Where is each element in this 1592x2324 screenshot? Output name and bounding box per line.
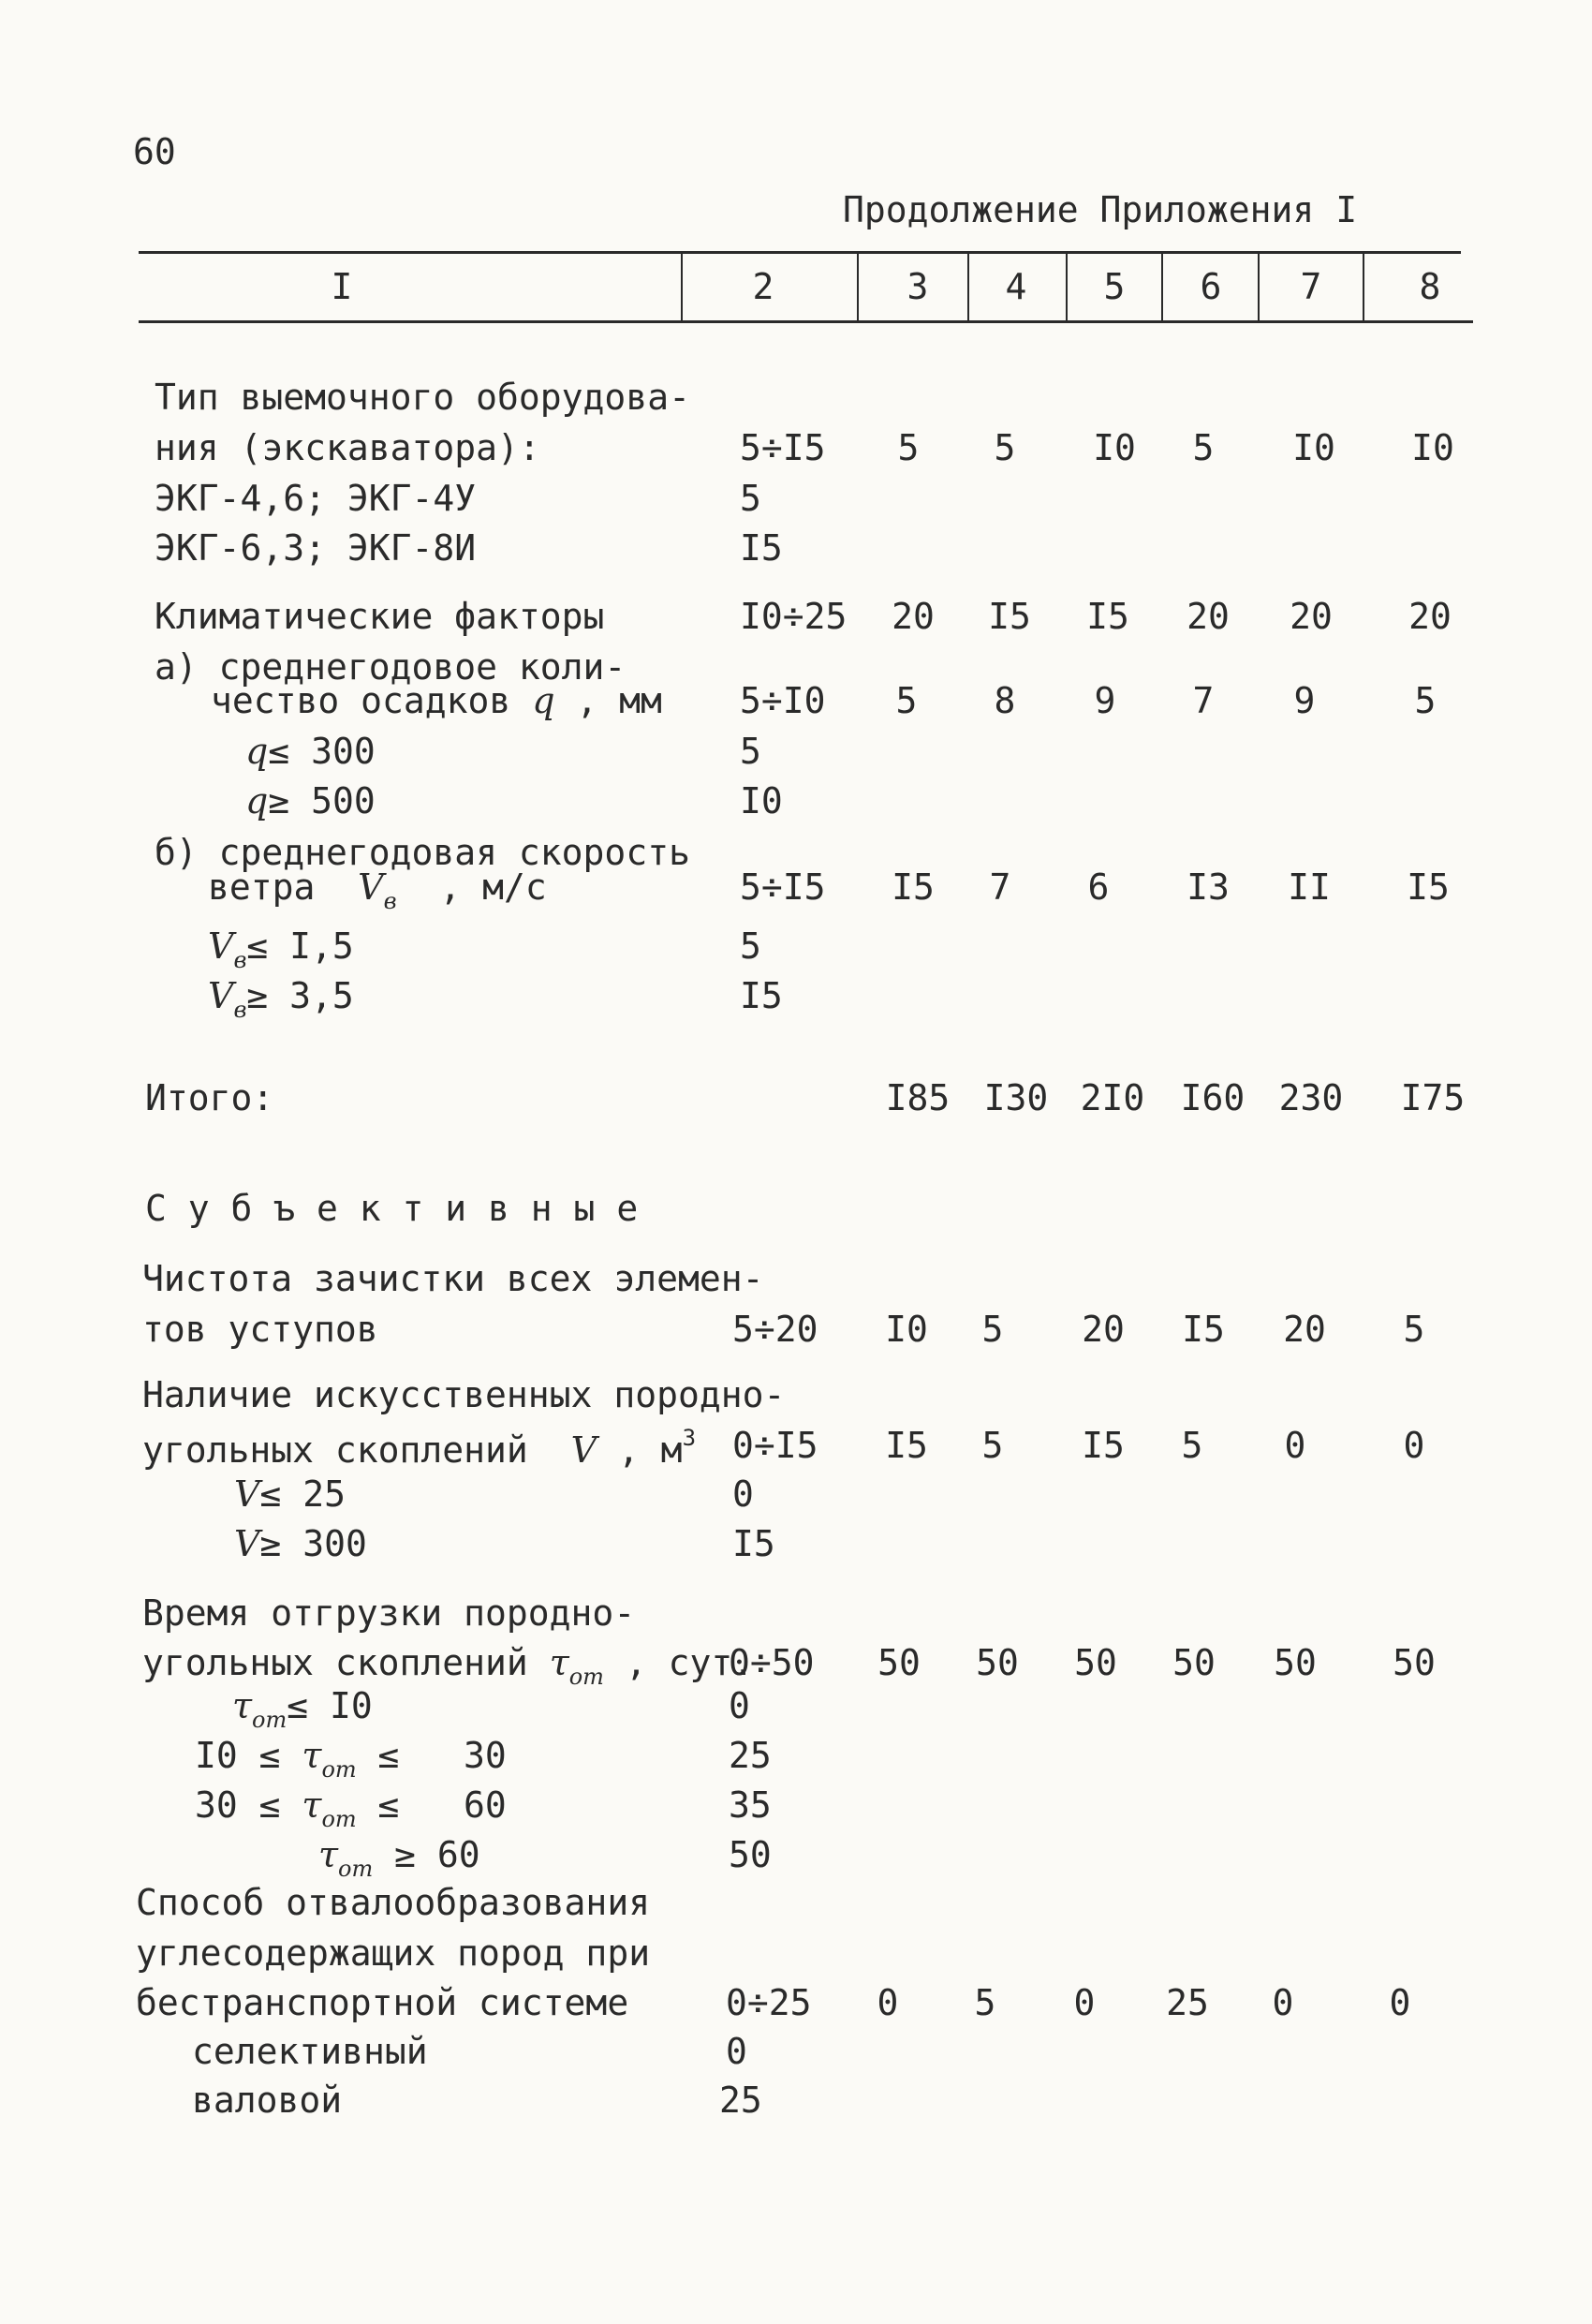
column-divider — [857, 253, 859, 320]
cell-value: I5 — [1082, 1425, 1125, 1466]
section-heading: С у б ъ е к т и в н ы е — [145, 1188, 639, 1229]
cell-value: 5 — [897, 427, 920, 468]
row-label: Чистота зачистки всех элемен- — [142, 1258, 764, 1299]
cell-value: I0 — [1093, 427, 1136, 468]
header-col-5: 5 — [1103, 266, 1126, 307]
cell-value: II — [1288, 866, 1331, 908]
row-label: Наличие искусственных породно- — [142, 1374, 786, 1415]
cell-value: 5 — [895, 680, 918, 721]
cell-value: I5 — [988, 596, 1031, 637]
option-value: 0 — [726, 2031, 747, 2072]
cell-value: I5 — [892, 866, 935, 908]
condition-value: 0 — [729, 1685, 750, 1726]
table-row — [0, 925, 1592, 976]
header-col-3: 3 — [907, 266, 929, 307]
cell-value: 230 — [1278, 1077, 1344, 1118]
cell-value: I3 — [1187, 866, 1230, 908]
row-label: угольных скоплений V , $м^3$ — [142, 1425, 697, 1471]
table-row — [0, 2031, 1592, 2081]
condition-label: $30 \le \tau_{от} \le 60$ — [195, 1784, 507, 1832]
row-label: угольных скоплений $\tau_{от}$ , сут. — [142, 1642, 755, 1690]
cell-value: 5 — [1414, 680, 1437, 721]
table-row — [0, 1592, 1592, 1643]
cell-value: I30 — [983, 1077, 1049, 1118]
range-value: 0÷25 — [726, 1982, 812, 2023]
table-row — [0, 866, 1592, 917]
header-col-2: 2 — [752, 266, 774, 307]
table-row — [0, 2080, 1592, 2130]
range-value: 0÷I5 — [732, 1425, 818, 1466]
header-col-6: 6 — [1200, 266, 1222, 307]
option-value: I5 — [740, 527, 783, 569]
table-row — [0, 1882, 1592, 1932]
cell-value: 20 — [892, 596, 935, 637]
column-divider — [681, 253, 683, 320]
cell-value: 20 — [1283, 1309, 1326, 1350]
cell-value: 50 — [976, 1642, 1019, 1683]
cell-value: I5 — [885, 1425, 928, 1466]
table-row — [0, 1685, 1592, 1736]
range-value: 5÷I5 — [740, 866, 826, 908]
header-col-4: 4 — [1005, 266, 1027, 307]
cell-value: 25 — [1166, 1982, 1209, 2023]
table-row — [0, 1473, 1592, 1524]
cell-value: 2I0 — [1080, 1077, 1145, 1118]
cell-value: 7 — [1192, 680, 1215, 721]
cell-value: 50 — [1172, 1642, 1216, 1683]
cell-value: 9 — [1293, 680, 1316, 721]
condition-label: $\tau_{от} \ge 60$ — [318, 1834, 480, 1882]
row-label: чество осадков q , мм — [211, 680, 662, 721]
condition-value: I5 — [740, 975, 783, 1016]
option-value: 5 — [740, 478, 761, 519]
cell-value: I60 — [1180, 1077, 1246, 1118]
table-row — [0, 780, 1592, 831]
cell-value: 20 — [1290, 596, 1333, 637]
condition-value: 5 — [740, 925, 761, 967]
table-row — [0, 1834, 1592, 1885]
column-divider — [967, 253, 969, 320]
cell-value: I0 — [885, 1309, 928, 1350]
table-row — [0, 1784, 1592, 1835]
condition-value: 35 — [729, 1784, 772, 1826]
condition-value: 50 — [729, 1834, 772, 1875]
continuation-title: Продолжение Приложения I — [843, 189, 1358, 230]
column-divider — [1066, 253, 1068, 320]
header-col-7: 7 — [1300, 266, 1322, 307]
range-value: 5÷I0 — [740, 680, 826, 721]
cell-value: 50 — [1274, 1642, 1317, 1683]
condition-value: I0 — [740, 780, 783, 822]
table-row — [0, 731, 1592, 781]
row-label: Способ отвалообразования — [136, 1882, 651, 1923]
table-row — [0, 680, 1592, 731]
cell-value: 8 — [994, 680, 1016, 721]
row-label: ветра $V_в$ , м/с — [208, 866, 547, 914]
cell-value: 20 — [1082, 1309, 1125, 1350]
table-row — [0, 1309, 1592, 1359]
table-row — [0, 975, 1592, 1026]
cell-value: 5 — [981, 1425, 1004, 1466]
cell-value: I85 — [885, 1077, 951, 1118]
cell-value: 20 — [1408, 596, 1452, 637]
cell-value: 5 — [1181, 1425, 1203, 1466]
row-label: Время отгрузки породно- — [142, 1592, 636, 1634]
cell-value: I0 — [1292, 427, 1335, 468]
cell-value: 0 — [1389, 1982, 1411, 2023]
table-row — [0, 1982, 1592, 2033]
option-label: селективный — [192, 2031, 428, 2072]
range-value: 5÷I5 — [740, 427, 826, 468]
total-row — [0, 1077, 1592, 1128]
cell-value: 20 — [1187, 596, 1230, 637]
table-row — [0, 1523, 1592, 1574]
cell-value: 50 — [877, 1642, 921, 1683]
row-label: б) среднегодовая скорость — [155, 832, 690, 873]
cell-value: 5 — [974, 1982, 996, 2023]
cell-value: 0 — [877, 1982, 899, 2023]
cell-value: 5 — [1192, 427, 1215, 468]
table-row — [0, 1932, 1592, 1983]
table-header-rule — [139, 320, 1473, 323]
table-row — [0, 1374, 1592, 1425]
table-row — [0, 377, 1592, 427]
row-label: а) среднегодовое коли- — [155, 646, 626, 688]
range-value: 0÷50 — [729, 1642, 815, 1683]
condition-value: 5 — [740, 731, 761, 772]
condition-label: q≥ 500 — [245, 780, 376, 822]
cell-value: 0 — [1284, 1425, 1306, 1466]
range-value: I0÷25 — [740, 596, 848, 637]
condition-label: $V_в\ge 3,5$ — [208, 975, 354, 1023]
cell-value: 50 — [1074, 1642, 1117, 1683]
table-row — [0, 1258, 1592, 1309]
cell-value: 0 — [1073, 1982, 1096, 2023]
column-divider — [1161, 253, 1163, 320]
header-col-8: 8 — [1419, 266, 1441, 307]
condition-label: $V_в\le I,5$ — [208, 925, 354, 973]
cell-value: 0 — [1403, 1425, 1425, 1466]
cell-value: 5 — [981, 1309, 1004, 1350]
row-label: Климатические факторы — [155, 596, 605, 637]
row-label: Тип выемочного оборудова- — [155, 377, 690, 418]
total-label: Итого: — [145, 1077, 274, 1118]
header-col-1: I — [331, 266, 353, 307]
condition-label: $I0 \le \tau_{от} \le 30$ — [195, 1735, 507, 1783]
option-label: ЭКГ-4,6; ЭКГ-4У — [155, 478, 477, 519]
condition-label: q≤ 300 — [245, 731, 376, 772]
condition-value: 0 — [732, 1473, 754, 1515]
range-value: 5÷20 — [732, 1309, 818, 1350]
table-row — [0, 1425, 1592, 1475]
condition-label: $\tau_{от}\le I0$ — [232, 1685, 373, 1733]
table-row — [0, 427, 1592, 478]
row-label: ния (экскаватора): — [155, 427, 540, 468]
table-row — [0, 1735, 1592, 1785]
table-top-rule — [139, 251, 1461, 254]
row-label: тов уступов — [142, 1309, 378, 1350]
cell-value: I0 — [1411, 427, 1454, 468]
condition-value: I5 — [732, 1523, 775, 1564]
row-label: бестранспортной системе — [136, 1982, 629, 2023]
page-number: 60 — [133, 131, 176, 172]
cell-value: 5 — [1403, 1309, 1425, 1350]
cell-value: I5 — [1086, 596, 1129, 637]
column-divider — [1363, 253, 1364, 320]
cell-value: I5 — [1182, 1309, 1225, 1350]
table-row — [0, 478, 1592, 528]
column-divider — [1258, 253, 1260, 320]
option-label: ЭКГ-6,3; ЭКГ-8И — [155, 527, 477, 569]
table-row — [0, 527, 1592, 578]
cell-value: 7 — [989, 866, 1011, 908]
table-row — [0, 596, 1592, 646]
cell-value: 5 — [994, 427, 1016, 468]
row-label: углесодержащих пород при — [136, 1932, 651, 1974]
cell-value: I5 — [1407, 866, 1450, 908]
cell-value: 0 — [1272, 1982, 1294, 2023]
condition-value: 25 — [729, 1735, 772, 1776]
cell-value: I75 — [1400, 1077, 1466, 1118]
cell-value: 9 — [1094, 680, 1116, 721]
condition-label: V≤ 25 — [234, 1473, 346, 1515]
cell-value: 6 — [1087, 866, 1110, 908]
cell-value: 50 — [1393, 1642, 1436, 1683]
option-label: валовой — [192, 2080, 343, 2121]
option-value: 25 — [719, 2080, 762, 2121]
condition-label: V≥ 300 — [234, 1523, 367, 1564]
